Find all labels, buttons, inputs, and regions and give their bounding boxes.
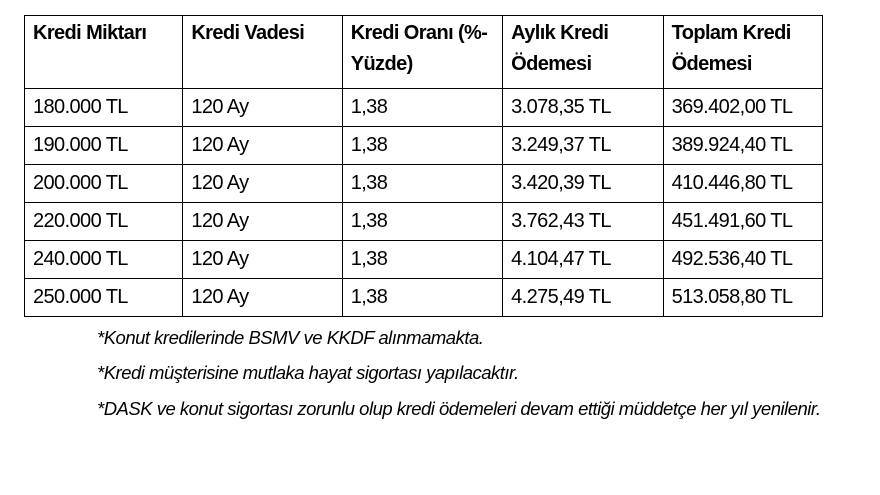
header-total-payment: Toplam Kredi Ödemesi xyxy=(663,16,822,89)
cell-total-payment: 513.058,80 TL xyxy=(663,279,822,317)
header-loan-term: Kredi Vadesi xyxy=(183,16,342,89)
header-loan-amount: Kredi Miktarı xyxy=(25,16,183,89)
cell-loan-amount: 200.000 TL xyxy=(25,165,183,203)
cell-monthly-payment: 3.249,37 TL xyxy=(503,127,663,165)
cell-monthly-payment: 4.275,49 TL xyxy=(503,279,663,317)
loan-table xyxy=(24,15,823,317)
table-row xyxy=(25,279,823,317)
cell-total-payment: 451.491,60 TL xyxy=(663,203,822,241)
cell-loan-rate: 1,38 xyxy=(342,241,502,279)
cell-loan-term: 120 Ay xyxy=(183,279,342,317)
cell-loan-rate: 1,38 xyxy=(342,165,502,203)
cell-loan-rate: 1,38 xyxy=(342,89,502,127)
cell-total-payment: 410.446,80 TL xyxy=(663,165,822,203)
footnotes xyxy=(97,320,824,428)
table-row xyxy=(25,165,823,203)
cell-loan-term: 120 Ay xyxy=(183,203,342,241)
cell-loan-amount: 190.000 TL xyxy=(25,127,183,165)
footnote-bsmv-kkdf: *Konut kredilerinde BSMV ve KKDF alınmamakta. xyxy=(97,327,484,348)
cell-loan-term: 120 Ay xyxy=(183,127,342,165)
table-row xyxy=(25,241,823,279)
table-header-row xyxy=(25,16,823,89)
cell-loan-term: 120 Ay xyxy=(183,241,342,279)
header-monthly-payment: Aylık Kredi Ödemesi xyxy=(503,16,663,89)
cell-loan-amount: 240.000 TL xyxy=(25,241,183,279)
cell-monthly-payment: 3.420,39 TL xyxy=(503,165,663,203)
footnote-dask-insurance: *DASK ve konut sigortası zorunlu olup kredi ödemeleri devam ettiği müddetçe her yıl yenilenir. xyxy=(97,398,821,419)
cell-monthly-payment: 3.762,43 TL xyxy=(503,203,663,241)
cell-loan-term: 120 Ay xyxy=(183,89,342,127)
cell-loan-rate: 1,38 xyxy=(342,279,502,317)
cell-loan-rate: 1,38 xyxy=(342,203,502,241)
cell-total-payment: 369.402,00 TL xyxy=(663,89,822,127)
header-loan-rate: Kredi Oranı (%-Yüzde) xyxy=(342,16,502,89)
cell-total-payment: 492.536,40 TL xyxy=(663,241,822,279)
cell-loan-rate: 1,38 xyxy=(342,127,502,165)
table-row xyxy=(25,127,823,165)
table-row xyxy=(25,89,823,127)
cell-monthly-payment: 3.078,35 TL xyxy=(503,89,663,127)
footnote-life-insurance: *Kredi müşterisine mutlaka hayat sigortası yapılacaktır. xyxy=(97,362,519,383)
table-row xyxy=(25,203,823,241)
cell-loan-amount: 220.000 TL xyxy=(25,203,183,241)
cell-loan-term: 120 Ay xyxy=(183,165,342,203)
cell-monthly-payment: 4.104,47 TL xyxy=(503,241,663,279)
cell-loan-amount: 180.000 TL xyxy=(25,89,183,127)
cell-total-payment: 389.924,40 TL xyxy=(663,127,822,165)
cell-loan-amount: 250.000 TL xyxy=(25,279,183,317)
